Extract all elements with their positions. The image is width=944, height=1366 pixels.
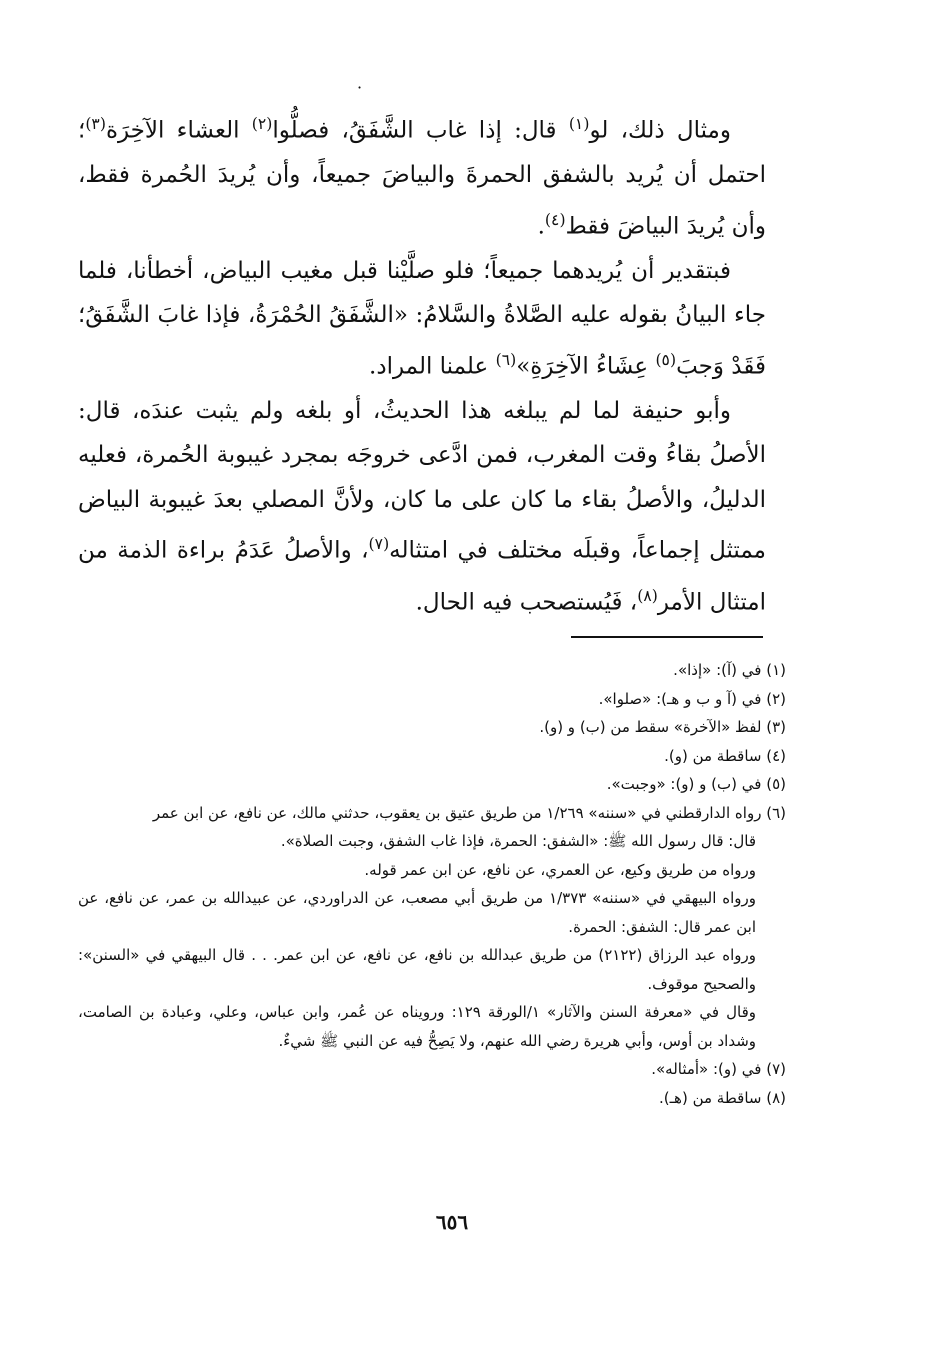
main-paragraph xyxy=(78,389,766,625)
paragraph-text: فبتقدير أن يُريدهما جميعاً؛ فلو صلَّيْنا قبل مغيب البياض، أخطأنا، فلما جاء البيانُ بقوله عليه الصَّلاةُ والسَّلامُ: «الشَّفَقُ الحُمْرَةُ، فإذا غابَ الشَّفَقُ؛ فَقَدْ وَجبَ xyxy=(78,257,766,380)
top-mark: · xyxy=(357,78,363,97)
footnote-separator xyxy=(571,636,763,638)
paragraph-text: ، والأصلُ عَدَمُ براءة الذمة من امتثال الأمر xyxy=(78,538,766,616)
main-paragraph xyxy=(78,249,766,389)
page-number: ٦٥٦ xyxy=(435,1210,469,1234)
footnote-ref: (٥) xyxy=(655,349,677,369)
footnote-item: (٦) رواه الدارقطني في «سننه» ١/٢٦٩ من طريق عتيق بن يعقوب، حدثني مالك، عن نافع، عن ابن عمر xyxy=(152,803,786,822)
footnote-ref: (٣) xyxy=(85,114,106,133)
paragraph-text: وأبو حنيفة لما لم يبلغه هذا الحديثُ، أو بلغه ولم يثبت عندَه، قال: الأصلُ بقاءُ وقت المغرب، فمن ادَّعى خروجَه بمجرد غيبوبة الحُمرة، فعليه الدليلُ، والأصلُ بقاء ما كان على ما كان، ولأنَّ المصلي بعدَ غيبوبة البياض ممتثل إجماعاً، وقبلَه مختلف في امتثاله xyxy=(78,397,766,565)
paragraph-text: العشاء الآخِرَة xyxy=(105,117,252,144)
footnote-item: (٣) لفظ «الآخرة» سقط من (ب) و (و). xyxy=(539,718,786,736)
footnote-ref: (٢) xyxy=(251,114,273,133)
footnote-item: (٨) ساقطة من (هـ). xyxy=(659,1088,786,1107)
footnote-item: (١) في (آ): «إذا». xyxy=(673,661,786,679)
paragraph-text: . xyxy=(537,213,545,240)
footnote-item: (٢) في (آ و ب و هـ): «صلوا». xyxy=(598,689,786,708)
paragraph-text: ، فَيُستصحب فيه الحال. xyxy=(415,589,638,616)
footnote-continuation: قال: قال رسول الله ﷺ: «الشفق: الحمرة، فإذا غاب الشفق، وجبت الصلاة». xyxy=(280,832,756,850)
footnote-continuation: ورواه عبد الرزاق (٢١٢٢) من طريق عبدالله بن نافع، عن نافع، عن ابن عمر. . . قال البيهقي في «السنن»: والصحيح موقوف. xyxy=(78,946,756,993)
paragraph-text: ؛ احتمل أن يُريد بالشفق الحمرةَ والبياضَ جميعاً، وأن يُريدَ الحُمرة فقط، وأن يُريدَ البياضَ فقط xyxy=(78,117,766,240)
footnote-continuation: وقال في «معرفة السنن والآثار» ١/الورقة ١٢٩: ورويناه عن عُمر، وابن عباس، وعلي، وعبادة بن الصامت، وشداد بن أوس، وأبي هريرة رضي الله عنهم، ولا يَصِحُّ فيه عن النبي ﷺ شيءٌ. xyxy=(78,1003,757,1050)
main-text-body xyxy=(78,102,766,625)
footnote-continuation: ورواه من طريق وكيع، عن العمري، عن نافع، عن ابن عمر قوله. xyxy=(364,860,756,879)
main-paragraph xyxy=(78,102,766,249)
footnote-ref: (٧) xyxy=(368,534,390,554)
footnote-item: (٧) في (و): «أمثاله». xyxy=(651,1060,786,1078)
footnotes-section xyxy=(78,656,786,1112)
paragraph-text: ومثال ذلك، لو xyxy=(589,117,731,144)
footnote-item: (٤) ساقطة من (و). xyxy=(664,746,786,765)
paragraph-text: علمنا المراد. xyxy=(369,353,496,380)
footnote-ref: (٨) xyxy=(637,585,658,605)
footnote-continuation: ورواه البيهقي في «سننه» ١/٣٧٣ من طريق أبي مصعب، عن الدراوردي، عن عبيدالله بن عمر، عن نافع، عن ابن عمر قال: الشفق: الحمرة. xyxy=(78,889,756,936)
footnote-ref: (١) xyxy=(568,114,590,133)
footnote-ref: (٦) xyxy=(495,349,517,369)
footnote-item: (٥) في (ب) و (و): «وجبت». xyxy=(606,775,786,793)
paragraph-text: عِشَاءُ الآخِرَةِ» xyxy=(516,353,656,380)
paragraph-text: قال: إذا غاب الشَّفَقُ، فصلُّوا xyxy=(272,117,569,144)
footnote-ref: (٤) xyxy=(544,209,566,229)
